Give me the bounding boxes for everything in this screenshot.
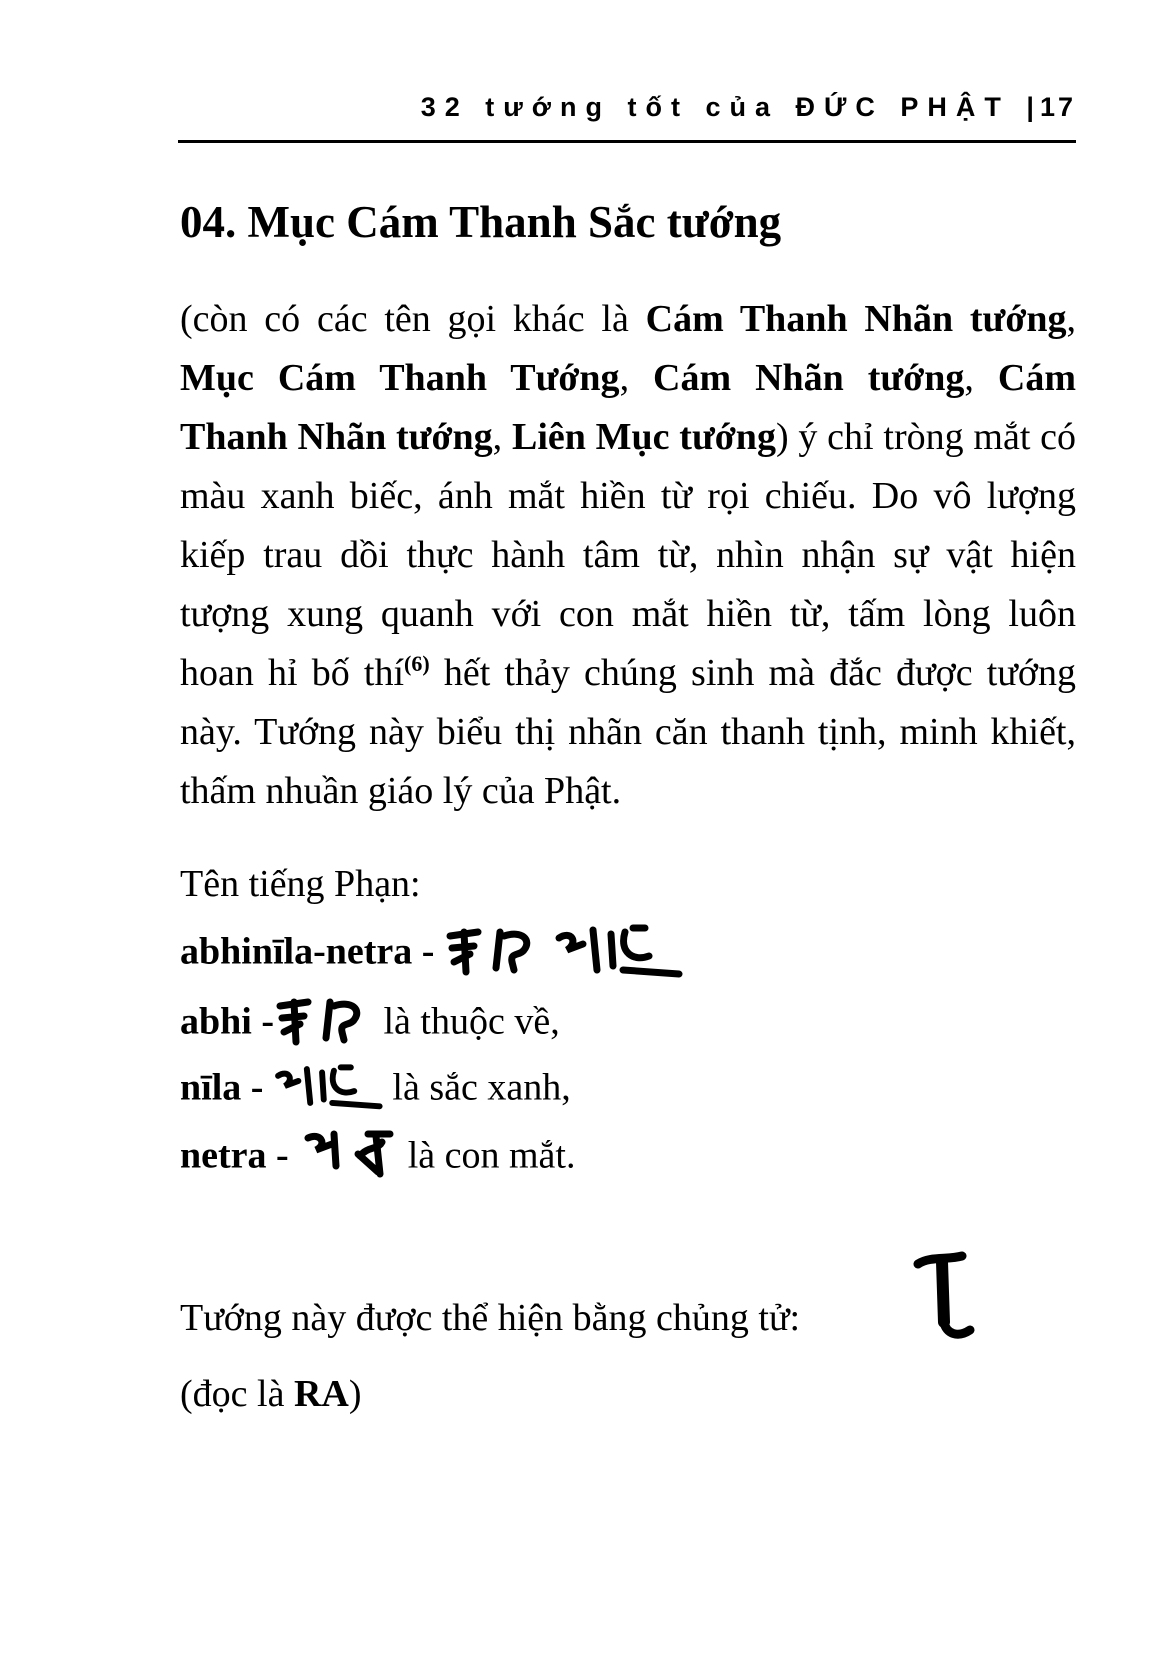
paren-open: ( [180, 298, 193, 340]
read-prefix: (đọc là [180, 1373, 294, 1415]
alt-name-3: Cám Nhãn tướng [653, 357, 965, 399]
siddham-abhi-icon [274, 992, 374, 1058]
section-title: 04. Mục Cám Thanh Sắc tướng [180, 197, 782, 247]
term-full: abhinīla-netra - [180, 930, 435, 973]
comma: , [1066, 298, 1077, 340]
body-paragraph [180, 290, 1076, 821]
paren-close: ) [775, 416, 789, 458]
term-abhi: abhi - [180, 1000, 274, 1043]
sanskrit-heading: Tên tiếng Phạn: [180, 863, 421, 905]
alt-name-4: Cám Thanh Nhãn tướng [180, 357, 1076, 458]
read-as-line [180, 1372, 362, 1416]
body-text-1: ý chỉ tròng mắt có màu xanh biếc, ánh mắt hiền từ rọi chiếu. Do vô lượng kiếp trau dồi thực hành tâm từ, nhìn nhận sự vật hiện tượng xung quanh với con mắt hiền từ, tấm lòng luôn hoan hỉ bố thí [180, 416, 1077, 694]
sanskrit-nila-row [180, 1058, 571, 1124]
intro-text: còn có các tên gọi khác là [192, 298, 646, 340]
page-number: 17 [1039, 92, 1076, 122]
header-rule [178, 140, 1076, 143]
sanskrit-netra-row [180, 1126, 575, 1192]
read-value: RA [293, 1373, 349, 1415]
comma: , [492, 416, 512, 458]
siddham-ra-seed-icon [912, 1250, 976, 1351]
siddham-nila-icon [273, 1058, 383, 1124]
comma: , [964, 357, 998, 399]
siddham-nila-icon [553, 922, 683, 988]
running-header [180, 92, 1076, 123]
sanskrit-full-row [180, 922, 683, 988]
meaning-nila: là sắc xanh, [392, 1066, 571, 1109]
header-separator: | [1026, 92, 1034, 122]
body-text-2: hết thảy chúng sinh mà đắc được tướng này. Tướng này biểu thị nhãn căn thanh tịnh, minh khiết, thấm nhuần giáo lý của Phật. [180, 652, 1076, 812]
footnote-ref[interactable]: (6) [404, 651, 430, 676]
meaning-abhi: là thuộc về, [383, 1000, 560, 1043]
alt-name-1: Cám Thanh Nhãn tướng [645, 298, 1067, 340]
siddham-netra-icon [298, 1126, 398, 1192]
alt-name-2: Mục Cám Thanh Tướng [180, 357, 620, 399]
comma: , [619, 357, 654, 399]
term-nila: nīla - [180, 1066, 264, 1109]
header-title: 32 tướng tốt của ĐỨC PHẬT [420, 92, 1010, 122]
read-suffix: ) [348, 1373, 362, 1415]
sanskrit-abhi-row [180, 992, 560, 1058]
meaning-netra: là con mắt. [407, 1134, 576, 1177]
term-netra: netra - [180, 1134, 289, 1177]
alt-name-5: Liên Mục tướng [511, 416, 776, 458]
seed-syllable-text: Tướng này được thể hiện bằng chủng tử: [180, 1297, 801, 1339]
siddham-abhi-icon [444, 922, 544, 988]
